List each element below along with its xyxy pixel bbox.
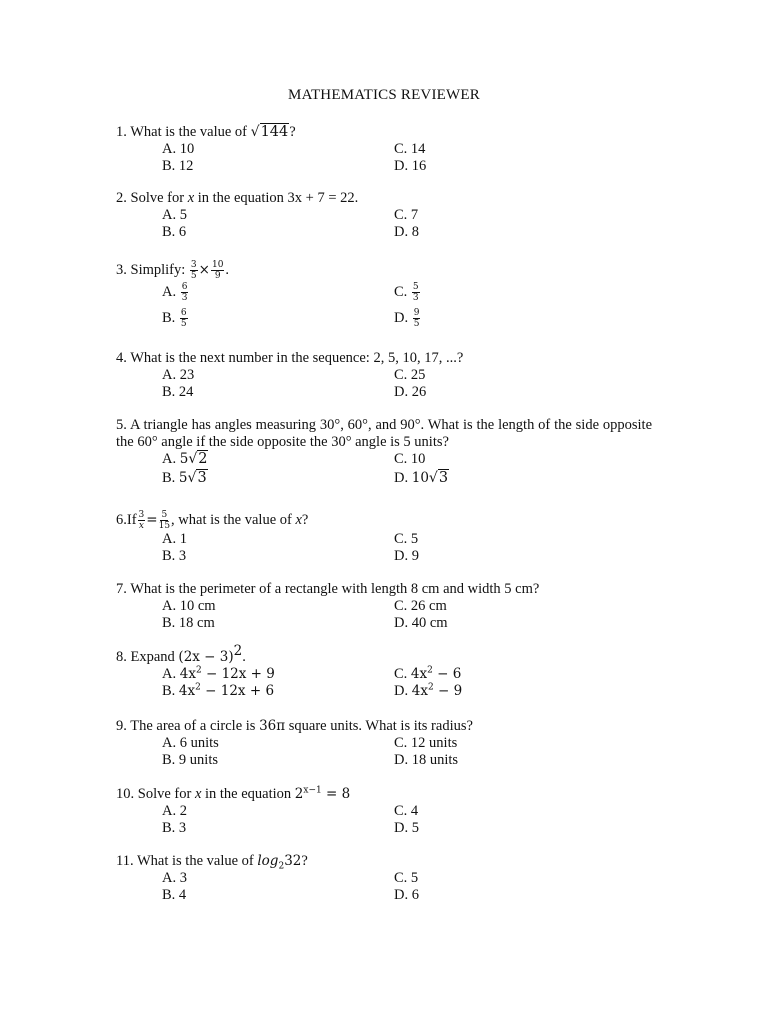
page-title: MATHEMATICS REVIEWER bbox=[288, 87, 480, 103]
fraction: $\frac{10}{9}$ bbox=[211, 260, 224, 281]
choice-d[interactable]: D. 8 bbox=[394, 224, 419, 240]
question-4 bbox=[116, 350, 652, 401]
choice-c[interactable]: C. 25 bbox=[394, 367, 426, 383]
question-6 bbox=[116, 510, 652, 565]
answer-choices bbox=[116, 735, 652, 769]
answer-choices bbox=[116, 666, 652, 700]
answer-choices bbox=[116, 870, 652, 904]
square-root: √3 bbox=[187, 470, 207, 486]
question-number: 3. bbox=[116, 261, 127, 278]
choice-d[interactable]: D. $4x^2 - 9$ bbox=[394, 682, 463, 699]
choice-a[interactable]: A. 1 bbox=[162, 531, 187, 547]
choice-a[interactable]: A. 6 units bbox=[162, 735, 219, 751]
question-7 bbox=[116, 581, 652, 632]
question-number: 11. bbox=[116, 853, 134, 869]
square-root: √2 bbox=[188, 451, 208, 467]
question-10 bbox=[116, 786, 652, 837]
question-stem: 3. Simplify: $\frac{3}{5}$ × $\frac{10}{9}$ . bbox=[116, 260, 230, 281]
choice-c[interactable]: C. 4 bbox=[394, 803, 419, 819]
choice-c[interactable]: C. 14 bbox=[394, 141, 426, 157]
choice-d[interactable]: D. 16 bbox=[394, 158, 427, 174]
question-stem: 4. What is the next number in the sequence: 2, 5, 10, 17, ...? bbox=[116, 350, 464, 366]
question-2 bbox=[116, 190, 652, 241]
choice-c[interactable]: C. 10 bbox=[394, 451, 426, 467]
question-number: 10. bbox=[116, 786, 135, 802]
choice-b[interactable]: B. 4 bbox=[162, 887, 187, 903]
choice-c[interactable]: C. $4x^2 - 6$ bbox=[394, 665, 462, 682]
choice-a[interactable]: A. 23 bbox=[162, 367, 195, 383]
fraction: $\frac{6}{3}$ bbox=[181, 282, 188, 303]
choice-b[interactable]: B. 6 bbox=[162, 224, 187, 240]
question-9 bbox=[116, 718, 652, 769]
fraction: $\frac{5}{15}$ bbox=[158, 510, 171, 531]
choice-b[interactable]: B. 18 cm bbox=[162, 615, 215, 631]
question-1 bbox=[116, 124, 652, 175]
choice-d[interactable]: D. 40 cm bbox=[394, 615, 448, 631]
choice-b[interactable]: B. 5√3 bbox=[162, 470, 207, 486]
choice-a[interactable]: A. $4x^2 - 12x + 9$ bbox=[162, 665, 275, 682]
question-stem: 7. What is the perimeter of a rectangle with length 8 cm and width 5 cm? bbox=[116, 581, 540, 597]
choice-b[interactable]: B. 24 bbox=[162, 384, 194, 400]
choice-d[interactable]: D. 6 bbox=[394, 887, 419, 903]
question-number: 7. bbox=[116, 581, 127, 597]
choice-b[interactable]: B. 12 bbox=[162, 158, 194, 174]
question-stem: 11. What is the value of $\log_232$? bbox=[116, 853, 308, 872]
choice-c[interactable]: C. 26 cm bbox=[394, 598, 447, 614]
choice-a[interactable]: A. 5√2 bbox=[162, 451, 208, 467]
choice-c[interactable]: C. $\frac{5}{3}$ bbox=[394, 282, 419, 303]
fraction: $\frac{3}{x}$ bbox=[138, 510, 145, 531]
choice-c[interactable]: C. 12 units bbox=[394, 735, 458, 751]
question-number: 9. bbox=[116, 718, 127, 734]
answer-choices bbox=[116, 281, 652, 333]
fraction: $\frac{9}{5}$ bbox=[413, 308, 420, 329]
question-11 bbox=[116, 853, 652, 904]
question-5 bbox=[116, 417, 652, 487]
choice-d[interactable]: D. 5 bbox=[394, 820, 419, 836]
question-number: 5. bbox=[116, 417, 127, 433]
answer-choices bbox=[116, 803, 652, 837]
square-root: √3 bbox=[428, 470, 449, 486]
answer-choices bbox=[116, 141, 652, 175]
fraction: $\frac{6}{5}$ bbox=[180, 308, 187, 329]
choice-c[interactable]: C. 5 bbox=[394, 531, 419, 547]
choice-b[interactable]: B. 9 units bbox=[162, 752, 218, 768]
choice-c[interactable]: C. 7 bbox=[394, 207, 419, 223]
question-3 bbox=[116, 260, 652, 333]
question-stem: 9. The area of a circle is 36π square units. What is its radius? bbox=[116, 718, 473, 734]
answer-choices bbox=[116, 207, 652, 241]
question-number: 2. bbox=[116, 190, 127, 206]
square-root: √144 bbox=[250, 124, 289, 140]
choice-a[interactable]: A. 10 bbox=[162, 141, 195, 157]
question-number: 8. bbox=[116, 649, 127, 665]
choice-b[interactable]: B. 3 bbox=[162, 820, 187, 836]
choice-c[interactable]: C. 5 bbox=[394, 870, 419, 886]
question-stem: 2. Solve for x in the equation 3x + 7 = 22. bbox=[116, 190, 359, 206]
question-number: 1. bbox=[116, 124, 127, 140]
choice-a[interactable]: A. 3 bbox=[162, 870, 187, 886]
choice-d[interactable]: D. 18 units bbox=[394, 752, 459, 768]
question-number: 4. bbox=[116, 350, 127, 366]
question-number: 6. bbox=[116, 511, 127, 528]
choice-a[interactable]: A. 5 bbox=[162, 207, 187, 223]
fraction: $\frac{5}{3}$ bbox=[412, 282, 419, 303]
question-stem: 6.If $\frac{3}{x}$ = $\frac{5}{15}$ , what is the value of x? bbox=[116, 510, 309, 531]
answer-choices bbox=[116, 531, 652, 565]
choice-a[interactable]: A. $\frac{6}{3}$ bbox=[162, 282, 188, 303]
question-stem: 8. Expand $(2x - 3)^2$. bbox=[116, 643, 246, 665]
question-stem: 5. A triangle has angles measuring 30°, 60°, and 90°. What is the length of the side opposite the 60° angle if the side opposite the 30° angle is 5 units? bbox=[116, 417, 652, 450]
choice-d[interactable]: D. 10√3 bbox=[394, 470, 449, 486]
answer-choices bbox=[116, 598, 652, 632]
question-stem: 1. What is the value of √144? bbox=[116, 124, 296, 140]
choice-b[interactable]: B. $4x^2 - 12x + 6$ bbox=[162, 682, 275, 699]
answer-choices bbox=[116, 451, 652, 487]
choice-a[interactable]: A. 2 bbox=[162, 803, 187, 819]
answer-choices bbox=[116, 367, 652, 401]
choice-b[interactable]: B. $\frac{6}{5}$ bbox=[162, 308, 187, 329]
question-stem: 10. Solve for x in the equation $2^{x-1} = 8$ bbox=[116, 785, 351, 802]
choice-a[interactable]: A. 10 cm bbox=[162, 598, 216, 614]
question-8 bbox=[116, 643, 652, 700]
choice-d[interactable]: D. 9 bbox=[394, 548, 419, 564]
choice-b[interactable]: B. 3 bbox=[162, 548, 187, 564]
choice-d[interactable]: D. 26 bbox=[394, 384, 427, 400]
fraction: $\frac{3}{5}$ bbox=[190, 260, 197, 281]
choice-d[interactable]: D. $\frac{9}{5}$ bbox=[394, 308, 420, 329]
